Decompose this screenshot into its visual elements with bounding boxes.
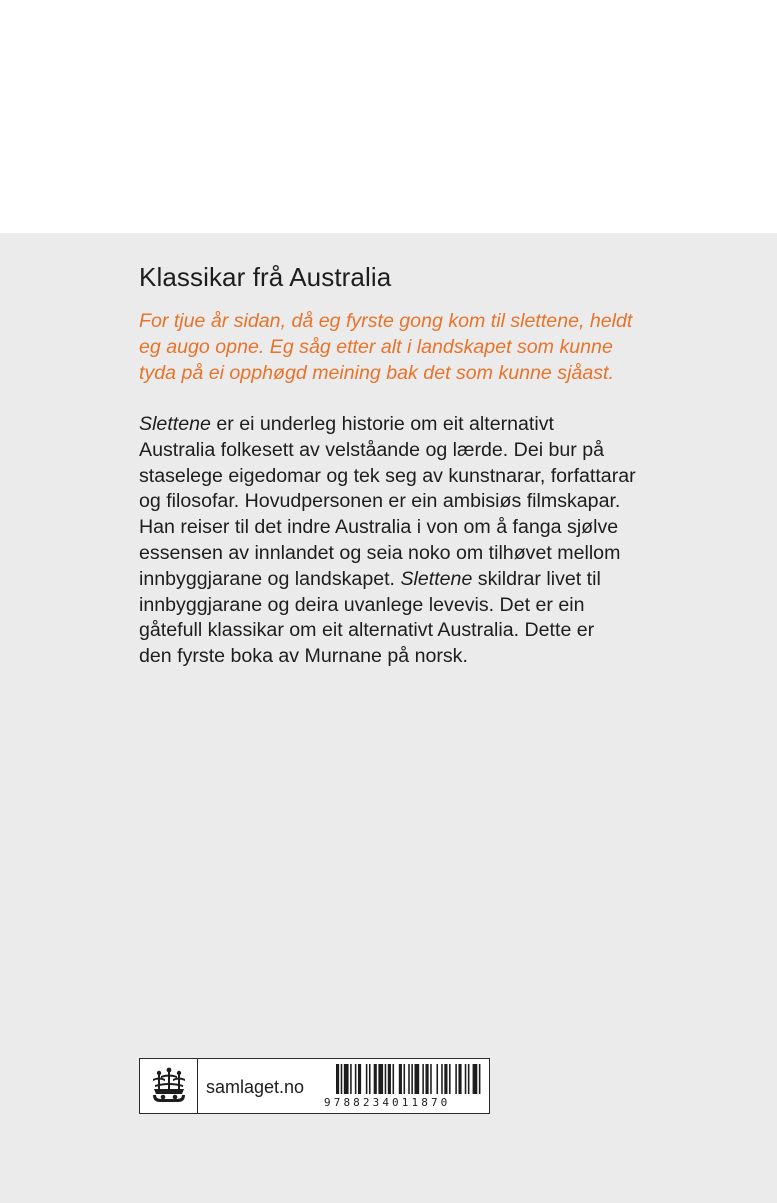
barcode-bar bbox=[465, 1064, 467, 1094]
barcode-bar bbox=[358, 1064, 361, 1094]
blurb-fragment: skildrar livet til bbox=[472, 567, 601, 590]
barcode-bar bbox=[378, 1064, 383, 1094]
barcode-bar bbox=[393, 1064, 395, 1094]
blurb-line bbox=[139, 412, 699, 438]
barcode-bar bbox=[341, 1064, 343, 1094]
quote-line: eg augo opne. Eg såg etter alt i landskapet som kunne bbox=[139, 336, 613, 358]
blurb-line: gåtefull klassikar om eit alternativt Australia. Dette er bbox=[139, 619, 595, 642]
quote-line: tyda på ei opphøgd meining bak det som kunne sjåast. bbox=[139, 362, 614, 384]
book-title: Slettene bbox=[139, 413, 211, 435]
publisher-website: samlaget.no bbox=[206, 1077, 305, 1097]
cover-heading: Klassikar frå Australia bbox=[139, 262, 392, 292]
book-title: Slettene bbox=[400, 567, 473, 590]
publisher-footer bbox=[139, 1058, 490, 1114]
barcode-bar bbox=[473, 1064, 478, 1094]
barcode-bar bbox=[399, 1064, 402, 1094]
barcode-bar bbox=[408, 1064, 410, 1094]
barcode-bar bbox=[404, 1064, 406, 1094]
ean-barcode-icon bbox=[336, 1064, 482, 1094]
barcode-bar bbox=[344, 1064, 349, 1094]
blurb-line: essensen av innlandet og seia noko om tilhøvet mellom bbox=[139, 541, 621, 564]
barcode-bar bbox=[449, 1064, 451, 1094]
blurb-line: Han reiser til det indre Australia i von om å fanga sjølve bbox=[139, 516, 619, 539]
blurb-line: staselege eigedomar og tek seg av kunstnarar, forfattarar bbox=[139, 464, 636, 487]
blurb-fragment: innbyggjarane og landskapet. bbox=[139, 567, 401, 590]
barcode-bar bbox=[366, 1064, 368, 1094]
barcode-bar bbox=[422, 1064, 424, 1094]
blurb-line: innbyggjarane og deira uvanlege levevis. Det er ein bbox=[139, 593, 585, 616]
barcode-bar bbox=[350, 1064, 352, 1094]
blurb-text bbox=[139, 412, 699, 670]
blurb-fragment: er ei underleg historie om eit alternativt bbox=[210, 413, 554, 435]
barcode-bar bbox=[355, 1064, 357, 1094]
blurb-line: og filosofar. Hovudpersonen er ein ambisiøs filmskapar. bbox=[139, 490, 621, 513]
samlaget-logo-icon bbox=[149, 1067, 189, 1105]
barcode-bar bbox=[430, 1064, 432, 1094]
blurb-line: Australia folkesett av velståande og lærde. Dei bur på bbox=[139, 438, 605, 461]
barcode-bar bbox=[411, 1064, 413, 1094]
barcode-bar bbox=[468, 1064, 470, 1094]
barcode-bar bbox=[479, 1064, 481, 1094]
barcode-bar bbox=[441, 1064, 443, 1094]
barcode-bar bbox=[369, 1064, 371, 1094]
barcode-bar bbox=[425, 1064, 428, 1094]
barcode-bar bbox=[458, 1064, 461, 1094]
barcode-bar bbox=[388, 1064, 391, 1094]
barcode-bar bbox=[374, 1064, 377, 1094]
barcode-bar bbox=[385, 1064, 387, 1094]
isbn-number: 9788234011870 bbox=[324, 1096, 451, 1109]
blurb-line: den fyrste boka av Murnane på norsk. bbox=[139, 645, 468, 668]
blurb-line bbox=[139, 567, 699, 593]
barcode-bar bbox=[455, 1064, 457, 1094]
barcode-bar bbox=[444, 1064, 447, 1094]
excerpt-quote bbox=[139, 308, 699, 386]
barcode-bar bbox=[336, 1064, 339, 1094]
publisher-logo-cell bbox=[140, 1059, 198, 1113]
top-blank-band bbox=[0, 0, 777, 233]
barcode-bar bbox=[436, 1064, 438, 1094]
quote-line: For tjue år sidan, då eg fyrste gong kom til slettene, heldt bbox=[139, 310, 633, 332]
barcode-bar bbox=[414, 1064, 419, 1094]
